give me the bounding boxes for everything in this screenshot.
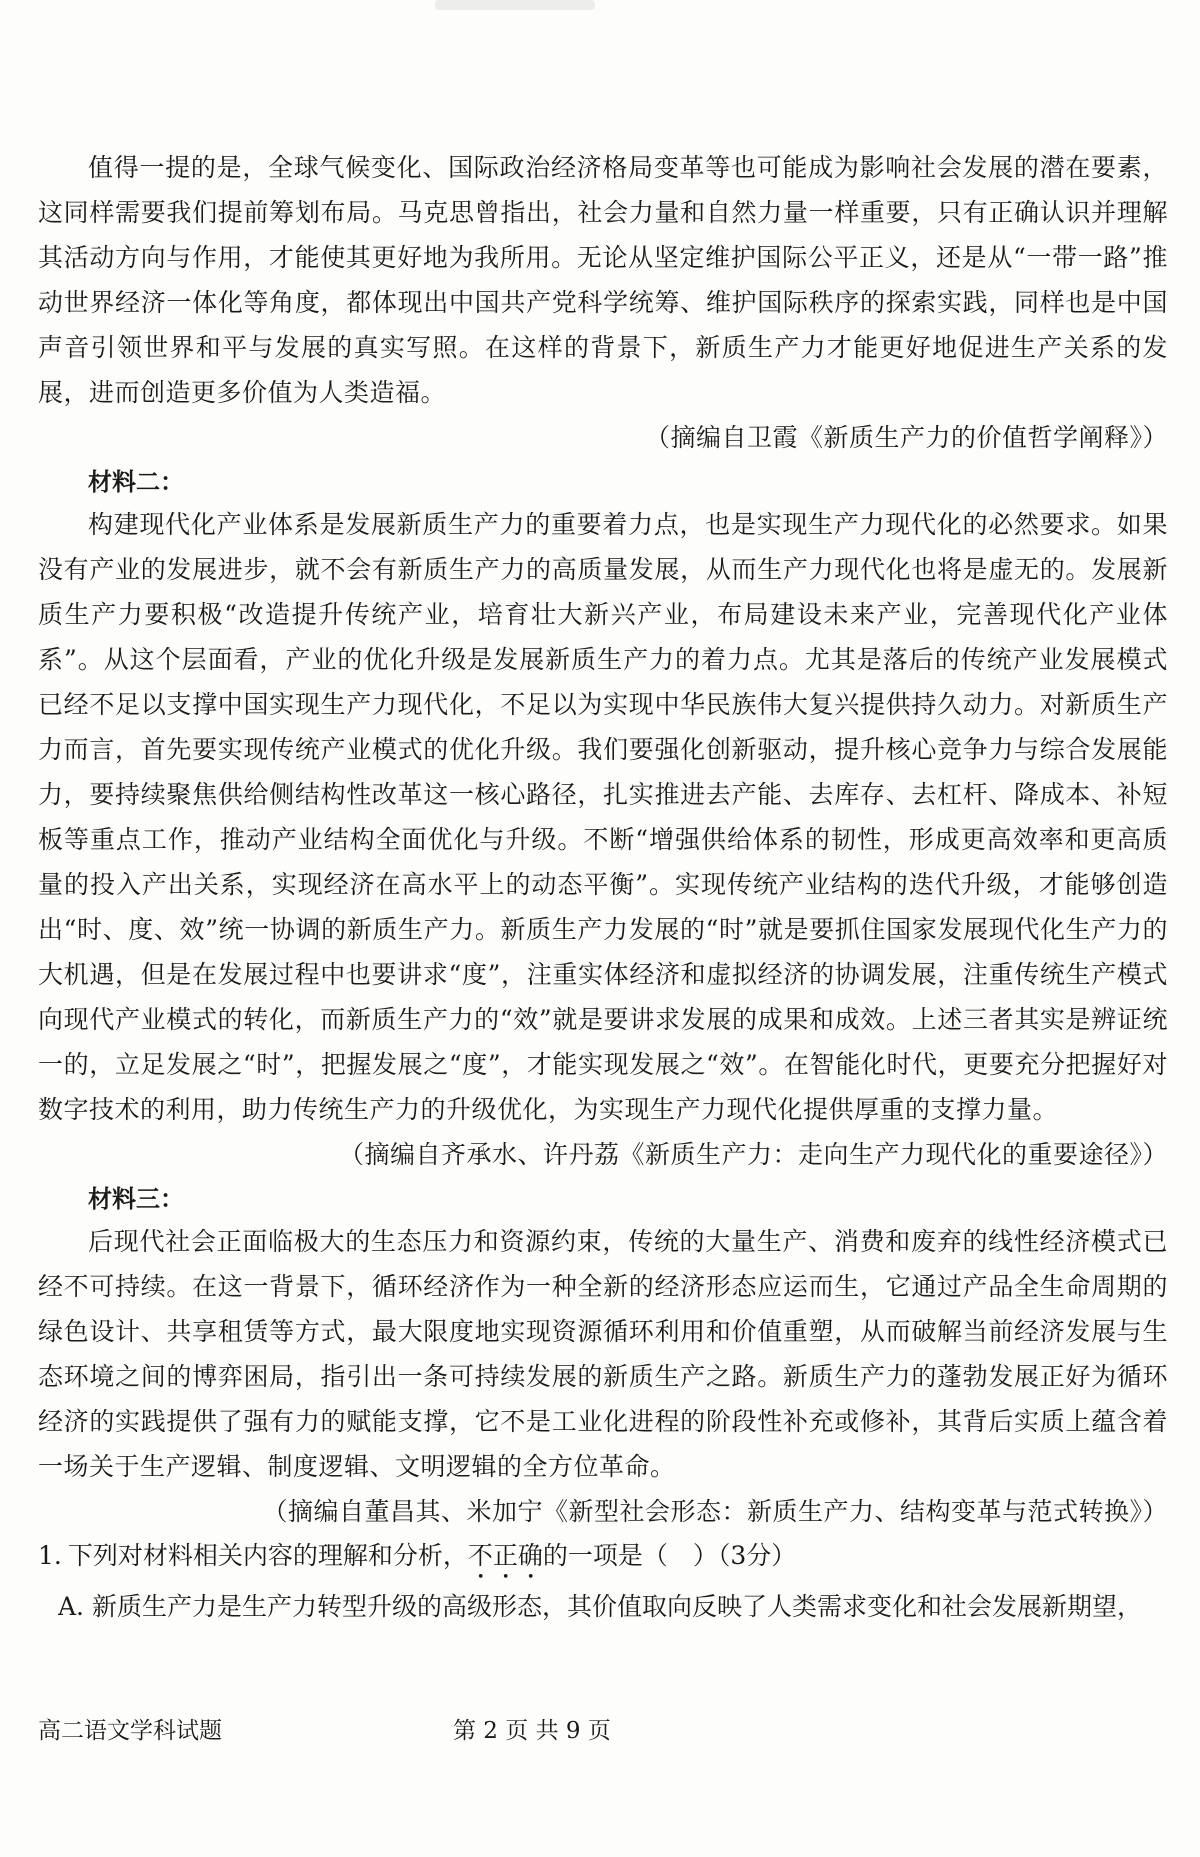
material2-paragraph: 构建现代化产业体系是发展新质生产力的重要着力点，也是实现生产力现代化的必然要求。如果没有产业的发展进步，就不会有新质生产力的高质量发展，从而生产力现代化也将是虚无的。发展新质生产力要积极“改造提升传统产业，培育壮大新兴产业，布局建设未来产业，完善现代化产业体系”。从这个层面看，产业的优化升级是发展新质生产力的着力点。尤其是落后的传统产业发展模式已经不足以支撑中国实现生产力现代化，不足以为实现中华民族伟大复兴提供持久动力。对新质生产力而言，首先要实现传统产业模式的优化升级。我们要强化创新驱动，提升核心竞争力与综合发展能力，要持续聚焦供给侧结构性改革这一核心路径，扎实推进去产能、去库存、去杠杆、降成本、补短板等重点工作，推动产业结构全面优化与升级。不断“增强供给体系的韧性，形成更高效率和更高质量的投入产出关系，实现经济在高水平上的动态平衡”。实现传统产业结构的迭代升级，才能够创造出“时、度、效”统一协调的新质生产力。新质生产力发展的“时”就是要抓住国家发展现代化生产力的大机遇，但是在发展过程中也要讲求“度”，注重实体经济和虚拟经济的协调发展，注重传统生产模式向现代产业模式的转化，而新质生产力的“效”就是要讲求发展的成果和成效。上述三者其实是辨证统一的，立足发展之“时”，把握发展之“度”，才能实现发展之“效”。在智能化时代，更要充分把握好对数字技术的利用，助力传统生产力的升级优化，为实现生产力现代化提供厚重的支撑力量。	[38, 510, 1168, 1124]
material3-paragraph: 后现代社会正面临极大的生态压力和资源约束，传统的大量生产、消费和废弃的线性经济模式已经不可持续。在这一背景下，循环经济作为一种全新的经济形态应运而生，它通过产品全生命周期的绿色设计、共享租赁等方式，最大限度地实现资源循环利用和价值重塑，从而破解当前经济发展与生态环境之间的博弈困局，指引出一条可持续发展的新质生产之路。新质生产力的蓬勃发展正好为循环经济的实践提供了强有力的赋能支撑，它不是工业化进程的阶段性补充或修补，其背后实质上蕴含着一场关于生产逻辑、制度逻辑、文明逻辑的全方位革命。	[38, 1227, 1168, 1481]
material3-heading: 材料三：	[88, 1185, 184, 1213]
footer-page-number: 第 2 页 共 9 页	[453, 1718, 611, 1744]
material2-heading: 材料二：	[88, 468, 184, 496]
option-a: A. 新质生产力是生产力转型升级的高级形态，其价值取向反映了人类需求变化和社会发展新期望，	[58, 1592, 1142, 1621]
footer-subject: 高二语文学科试题	[38, 1718, 222, 1744]
question-1	[38, 1534, 1168, 1585]
question-stem-before: 下列对材料相关内容的理解和分析，	[67, 1541, 468, 1570]
material1-paragraph: 值得一提的是，全球气候变化、国际政治经济格局变革等也可能成为影响社会发展的潜在要素，这同样需要我们提前筹划布局。马克思曾指出，社会力量和自然力量一样重要，只有正确认识并理解其活动方向与作用，才能使其更好地为我所用。无论从坚定维护国际公平正义，还是从“一带一路”推动世界经济一体化等角度，都体现出中国共产党科学统筹、维护国际秩序的探索实践，同样也是中国声音引领世界和平与发展的真实写照。在这样的背景下，新质生产力才能更好地促进生产关系的发展，进而创造更多价值为人类造福。	[38, 153, 1168, 407]
material3-source: （摘编自董昌其、米加宁《新型社会形态：新质生产力、结构变革与范式转换》）	[262, 1497, 1168, 1526]
scan-smudge	[435, 0, 595, 10]
question-emphasis: 不正确	[467, 1541, 543, 1570]
page-content	[38, 145, 1168, 1629]
page-footer	[38, 1712, 1168, 1752]
question-number: 1.	[38, 1541, 62, 1570]
question-stem-after: 的一项是（ ）（3分）	[542, 1541, 797, 1570]
material1-source: （摘编自卫霞《新质生产力的价值哲学阐释》）	[644, 423, 1168, 452]
material2-source: （摘编自齐承水、许丹荔《新质生产力：走向生产力现代化的重要途径》）	[338, 1140, 1168, 1169]
